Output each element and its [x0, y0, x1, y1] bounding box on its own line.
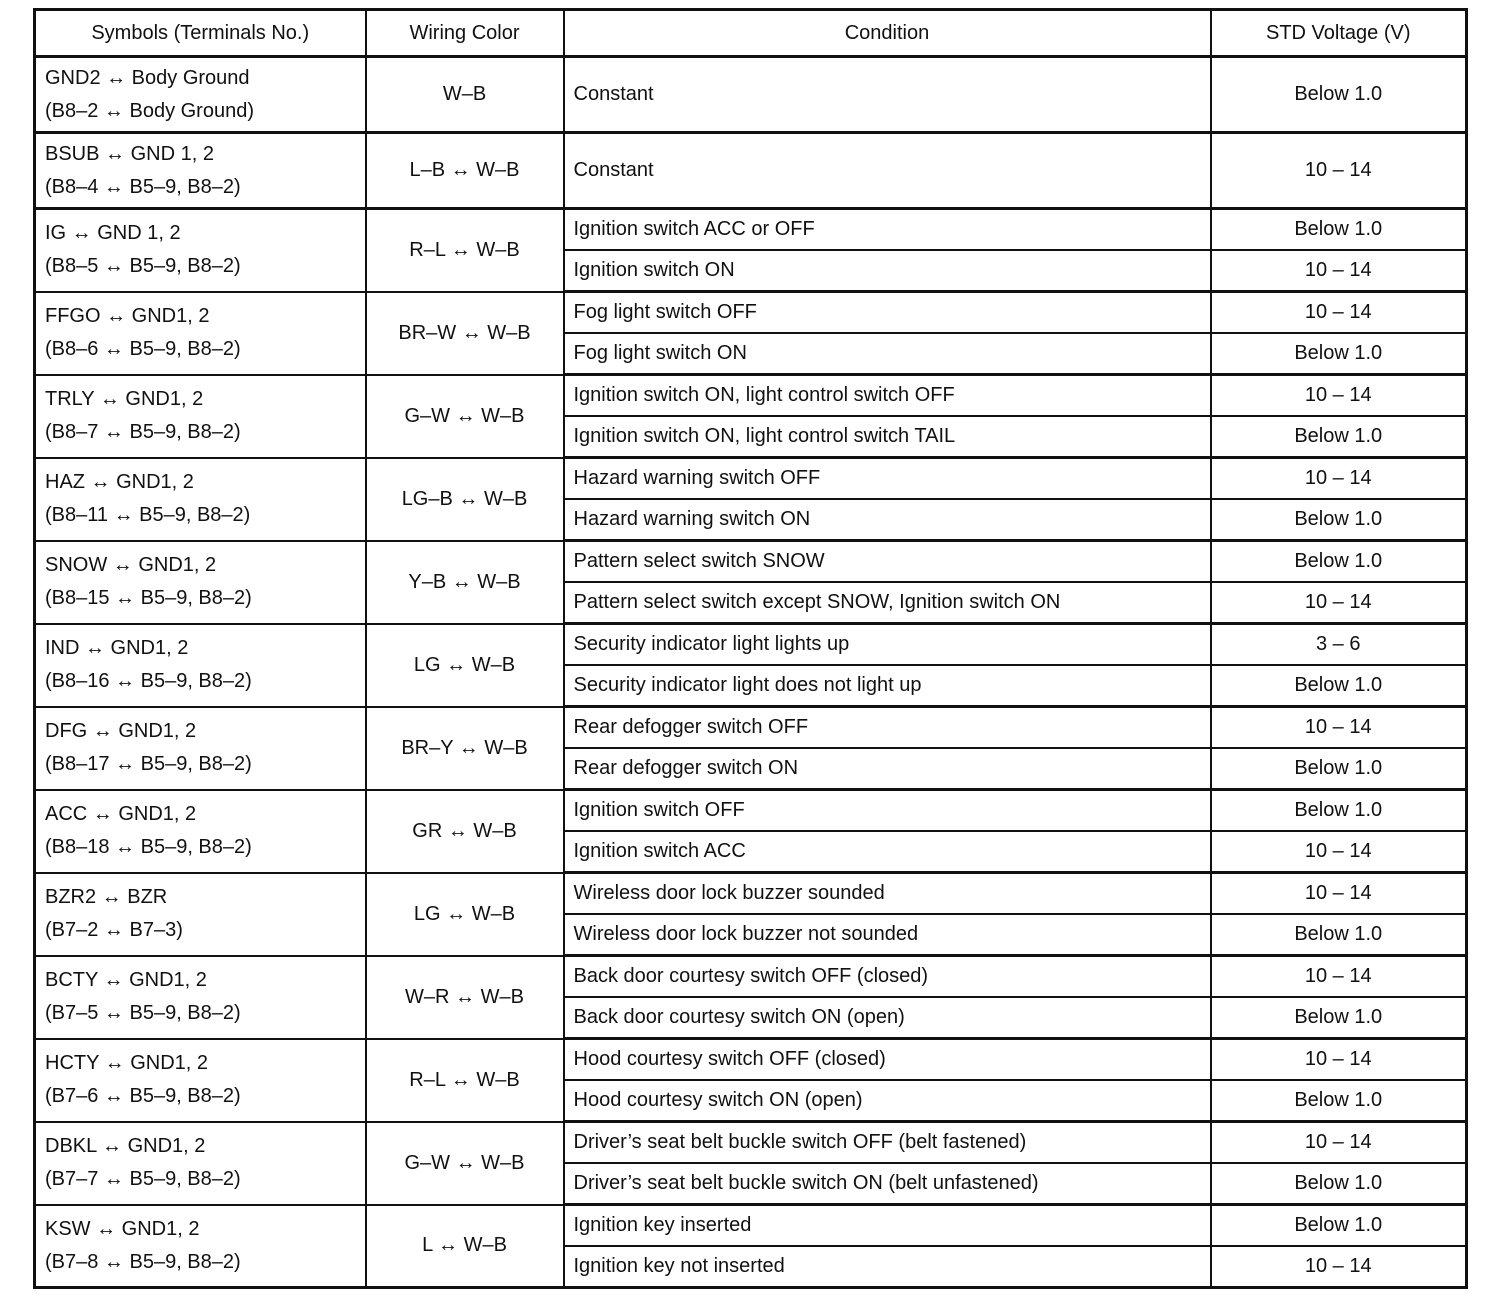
- condition-cell: Hood courtesy switch OFF (closed): [564, 1039, 1211, 1081]
- symbol-name: IG ↔ GND 1, 2: [45, 222, 181, 245]
- std-voltage-cell: 10 – 14: [1211, 133, 1467, 209]
- std-voltage-cell: 10 – 14: [1211, 956, 1467, 998]
- std-voltage-cell: 10 – 14: [1211, 1246, 1467, 1288]
- std-voltage-cell: 10 – 14: [1211, 458, 1467, 500]
- std-voltage-cell: 3 – 6: [1211, 624, 1467, 666]
- header-symbols: Symbols (Terminals No.): [35, 10, 366, 57]
- condition-cell: Hazard warning switch OFF: [564, 458, 1211, 500]
- condition-cell: Back door courtesy switch OFF (closed): [564, 956, 1211, 998]
- symbol-name: BCTY ↔ GND1, 2: [45, 969, 207, 991]
- wiring-color-cell: BR–W ↔ W–B: [366, 292, 564, 375]
- table-body: [35, 57, 1467, 1288]
- table-row: [35, 707, 1467, 749]
- terminal-numbers: (B8–11 ↔ B5–9, B8–2): [45, 504, 251, 526]
- condition-cell: Ignition switch ACC: [564, 831, 1211, 873]
- table-row: [35, 1122, 1467, 1164]
- wiring-color-cell: R–L ↔ W–B: [366, 1039, 564, 1122]
- condition-cell: Security indicator light does not light up: [564, 665, 1211, 707]
- condition-cell: Rear defogger switch ON: [564, 748, 1211, 790]
- terminal-voltage-table: [33, 8, 1468, 1289]
- symbol-name: HCTY ↔ GND1, 2: [45, 1052, 208, 1074]
- symbol-name: KSW ↔ GND1, 2: [45, 1217, 200, 1240]
- terminal-numbers: (B8–15 ↔ B5–9, B8–2): [45, 587, 252, 609]
- symbol-cell: [35, 133, 366, 209]
- wiring-color-cell: LG ↔ W–B: [366, 873, 564, 956]
- symbol-name: FFGO ↔ GND1, 2: [45, 305, 210, 327]
- symbol-cell: [35, 707, 366, 790]
- std-voltage-cell: 10 – 14: [1211, 707, 1467, 749]
- std-voltage-cell: Below 1.0: [1211, 333, 1467, 375]
- std-voltage-cell: Below 1.0: [1211, 1205, 1467, 1247]
- symbol-cell: [35, 790, 366, 873]
- terminal-numbers: (B8–4 ↔ B5–9, B8–2): [45, 175, 241, 198]
- symbol-name: ACC ↔ GND1, 2: [45, 803, 197, 825]
- std-voltage-cell: 10 – 14: [1211, 250, 1467, 292]
- symbol-cell: [35, 375, 366, 458]
- table-row: [35, 57, 1467, 133]
- table-row: [35, 873, 1467, 915]
- symbol-cell: [35, 292, 366, 375]
- terminal-numbers: (B7–2 ↔ B7–3): [45, 919, 183, 941]
- symbol-cell: [35, 541, 366, 624]
- table-row: [35, 133, 1467, 209]
- std-voltage-cell: 10 – 14: [1211, 873, 1467, 915]
- symbol-cell: [35, 1205, 366, 1288]
- condition-cell: Ignition key not inserted: [564, 1246, 1211, 1288]
- table-row: [35, 209, 1467, 251]
- table-row: [35, 1039, 1467, 1081]
- std-voltage-cell: Below 1.0: [1211, 416, 1467, 458]
- terminal-numbers: (B8–18 ↔ B5–9, B8–2): [45, 836, 252, 858]
- symbol-name: BZR2 ↔ BZR: [45, 886, 168, 908]
- table-row: [35, 458, 1467, 500]
- symbol-name: GND2 ↔ Body Ground: [45, 66, 250, 89]
- condition-cell: Rear defogger switch OFF: [564, 707, 1211, 749]
- condition-cell: Fog light switch OFF: [564, 292, 1211, 334]
- table-row: [35, 790, 1467, 832]
- std-voltage-cell: Below 1.0: [1211, 997, 1467, 1039]
- header-condition: Condition: [564, 10, 1211, 57]
- std-voltage-cell: Below 1.0: [1211, 1080, 1467, 1122]
- std-voltage-cell: Below 1.0: [1211, 541, 1467, 583]
- wiring-color-cell: Y–B ↔ W–B: [366, 541, 564, 624]
- terminal-numbers: (B7–6 ↔ B5–9, B8–2): [45, 1085, 241, 1107]
- std-voltage-cell: 10 – 14: [1211, 1039, 1467, 1081]
- terminal-numbers: (B7–5 ↔ B5–9, B8–2): [45, 1002, 241, 1024]
- wiring-color-cell: G–W ↔ W–B: [366, 1122, 564, 1205]
- symbol-name: BSUB ↔ GND 1, 2: [45, 142, 214, 165]
- symbol-cell: [35, 1039, 366, 1122]
- wiring-color-cell: L ↔ W–B: [366, 1205, 564, 1288]
- std-voltage-cell: 10 – 14: [1211, 831, 1467, 873]
- header-wiring-color: Wiring Color: [366, 10, 564, 57]
- table-row: [35, 375, 1467, 417]
- wiring-color-cell: L–B ↔ W–B: [366, 133, 564, 209]
- symbol-name: SNOW ↔ GND1, 2: [45, 554, 217, 576]
- table-row: [35, 541, 1467, 583]
- terminal-numbers: (B7–8 ↔ B5–9, B8–2): [45, 1250, 241, 1273]
- std-voltage-cell: Below 1.0: [1211, 57, 1467, 133]
- wiring-color-cell: R–L ↔ W–B: [366, 209, 564, 292]
- symbol-name: HAZ ↔ GND1, 2: [45, 471, 194, 493]
- condition-cell: Constant: [564, 57, 1211, 133]
- condition-cell: Pattern select switch SNOW: [564, 541, 1211, 583]
- std-voltage-cell: Below 1.0: [1211, 914, 1467, 956]
- symbol-cell: [35, 57, 366, 133]
- wiring-color-cell: W–R ↔ W–B: [366, 956, 564, 1039]
- symbol-cell: [35, 458, 366, 541]
- condition-cell: Constant: [564, 133, 1211, 209]
- wiring-color-cell: LG–B ↔ W–B: [366, 458, 564, 541]
- symbol-name: DBKL ↔ GND1, 2: [45, 1135, 206, 1157]
- condition-cell: Hood courtesy switch ON (open): [564, 1080, 1211, 1122]
- condition-cell: Ignition switch OFF: [564, 790, 1211, 832]
- std-voltage-cell: 10 – 14: [1211, 292, 1467, 334]
- wiring-color-cell: W–B: [366, 57, 564, 133]
- wiring-color-cell: BR–Y ↔ W–B: [366, 707, 564, 790]
- condition-cell: Ignition key inserted: [564, 1205, 1211, 1247]
- symbol-name: IND ↔ GND1, 2: [45, 637, 189, 659]
- wiring-color-cell: G–W ↔ W–B: [366, 375, 564, 458]
- table-header: [35, 10, 1467, 57]
- condition-cell: Wireless door lock buzzer not sounded: [564, 914, 1211, 956]
- symbol-cell: [35, 1122, 366, 1205]
- std-voltage-cell: Below 1.0: [1211, 1163, 1467, 1205]
- symbol-cell: [35, 956, 366, 1039]
- symbol-cell: [35, 873, 366, 956]
- symbol-name: DFG ↔ GND1, 2: [45, 720, 197, 742]
- table-row: [35, 956, 1467, 998]
- header-std-voltage: STD Voltage (V): [1211, 10, 1467, 57]
- table-row: [35, 1205, 1467, 1247]
- terminal-numbers: (B8–17 ↔ B5–9, B8–2): [45, 753, 252, 775]
- condition-cell: Ignition switch ON: [564, 250, 1211, 292]
- wiring-color-cell: LG ↔ W–B: [366, 624, 564, 707]
- symbol-name: TRLY ↔ GND1, 2: [45, 388, 204, 410]
- condition-cell: Wireless door lock buzzer sounded: [564, 873, 1211, 915]
- std-voltage-cell: 10 – 14: [1211, 1122, 1467, 1164]
- condition-cell: Fog light switch ON: [564, 333, 1211, 375]
- std-voltage-cell: 10 – 14: [1211, 582, 1467, 624]
- condition-cell: Pattern select switch except SNOW, Ignition switch ON: [564, 582, 1211, 624]
- table-row: [35, 292, 1467, 334]
- condition-cell: Driver’s seat belt buckle switch ON (belt unfastened): [564, 1163, 1211, 1205]
- condition-cell: Ignition switch ON, light control switch OFF: [564, 375, 1211, 417]
- terminal-numbers: (B8–5 ↔ B5–9, B8–2): [45, 255, 241, 278]
- std-voltage-cell: Below 1.0: [1211, 748, 1467, 790]
- header-row: [35, 10, 1467, 57]
- symbol-cell: [35, 624, 366, 707]
- condition-cell: Back door courtesy switch ON (open): [564, 997, 1211, 1039]
- condition-cell: Ignition switch ACC or OFF: [564, 209, 1211, 251]
- std-voltage-cell: Below 1.0: [1211, 209, 1467, 251]
- table-row: [35, 624, 1467, 666]
- terminal-numbers: (B8–16 ↔ B5–9, B8–2): [45, 670, 252, 692]
- condition-cell: Hazard warning switch ON: [564, 499, 1211, 541]
- terminal-numbers: (B7–7 ↔ B5–9, B8–2): [45, 1168, 241, 1190]
- terminal-numbers: (B8–7 ↔ B5–9, B8–2): [45, 421, 241, 443]
- condition-cell: Security indicator light lights up: [564, 624, 1211, 666]
- terminal-numbers: (B8–2 ↔ Body Ground): [45, 99, 254, 122]
- std-voltage-cell: Below 1.0: [1211, 790, 1467, 832]
- std-voltage-cell: 10 – 14: [1211, 375, 1467, 417]
- condition-cell: Driver’s seat belt buckle switch OFF (belt fastened): [564, 1122, 1211, 1164]
- symbol-cell: [35, 209, 366, 292]
- std-voltage-cell: Below 1.0: [1211, 665, 1467, 707]
- terminal-numbers: (B8–6 ↔ B5–9, B8–2): [45, 338, 241, 360]
- std-voltage-cell: Below 1.0: [1211, 499, 1467, 541]
- condition-cell: Ignition switch ON, light control switch TAIL: [564, 416, 1211, 458]
- wiring-color-cell: GR ↔ W–B: [366, 790, 564, 873]
